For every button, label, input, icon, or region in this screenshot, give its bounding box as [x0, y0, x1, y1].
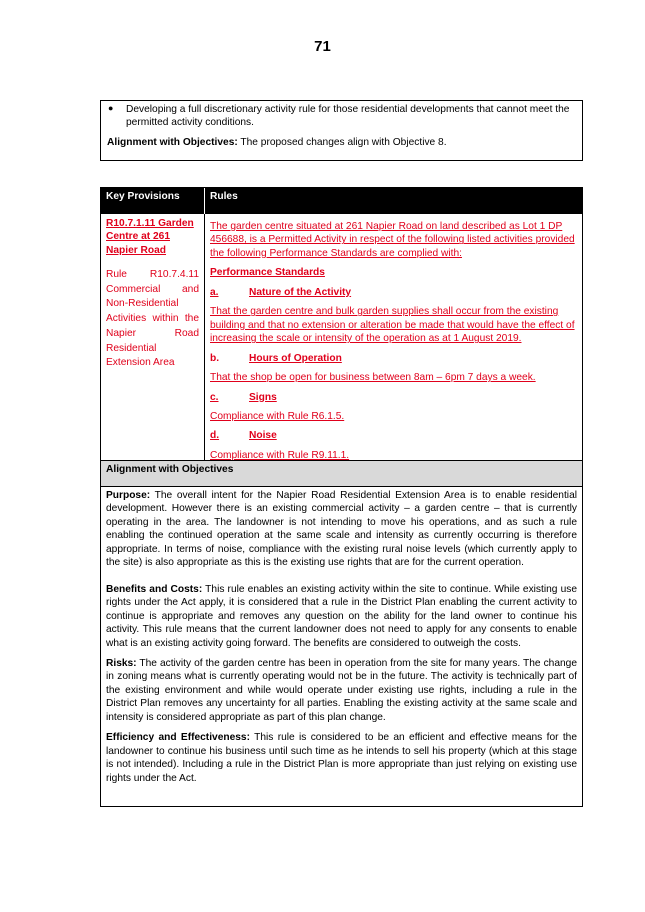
table-header-row [101, 188, 582, 214]
standard-c-text: Compliance with Rule R6.1.5. [210, 410, 345, 422]
risks-paragraph [106, 657, 577, 724]
performance-standards-heading: Performance Standards [210, 267, 325, 279]
standard-a-heading [210, 286, 577, 299]
summary-box [100, 100, 583, 161]
risks-label: Risks: [106, 657, 137, 669]
purpose-paragraph [106, 489, 577, 570]
provisions-table [100, 187, 583, 807]
risks-text: The activity of the garden centre has been in operation from the site for many years. The change in zoning means what is currently operating would not be in the future. The activity is technically part of the existing environment and while would operate under existing use rights, including a rule in the District Plan removes any uncertainty for all parties. Enabling the existing activity at the same scale and intensity is considered appropriate as part of this plan change. [106, 657, 577, 723]
standard-b-heading [210, 352, 577, 365]
alignment-body [101, 487, 582, 785]
benefits-label: Benefits and Costs: [106, 583, 203, 595]
benefits-paragraph [106, 583, 577, 650]
standard-d-heading [210, 429, 577, 442]
standard-b-letter: b. [210, 352, 220, 364]
standard-c-heading [210, 391, 577, 404]
table-row [101, 214, 582, 461]
rule-intro: The garden centre situated at 261 Napier Road on land described as Lot 1 DP 456688, is a Permitted Activity in respect of the following listed activities provided the following Performance Standards are complied with: [210, 221, 575, 259]
summary-alignment-text: The proposed changes align with Objective 8. [237, 136, 447, 148]
standard-a-text: That the garden centre and bulk garden supplies shall occur from the existing building and that no extension or alteration be made that would have the effect of increasing the scale or intensity of the operation as at 1 August 2019. [210, 306, 575, 345]
standard-a-title: Nature of the Activity [249, 286, 352, 298]
efficiency-label: Efficiency and Effectiveness: [106, 732, 250, 744]
standard-b-title: Hours of Operation [249, 352, 342, 364]
purpose-text: The overall intent for the Napier Road Residential Extension Area is to enable residential development. However there is an existing commercial activity – a garden centre – that is currently operating in the area. The landowner is not intending to move his operations, and as such a rule enabling the continued operation at the same scale and intensity as currently occurring is therefore appropriate. In terms of noise, compliance with the existing rural noise levels (which currently apply to the site) is also appropriate as this is the existing use rights that are for the current operation. [106, 490, 577, 569]
rules-cell [205, 214, 582, 460]
standard-d-letter: d. [210, 430, 220, 442]
summary-alignment-label: Alignment with Objectives: [107, 136, 238, 148]
page-number: 71 [314, 38, 331, 55]
header-key-provisions: Key Provisions [101, 188, 205, 214]
bullet-item [107, 103, 576, 130]
standard-a-letter: a. [210, 286, 219, 298]
header-rules: Rules [210, 191, 238, 202]
purpose-label: Purpose: [106, 490, 151, 501]
key-provision-cell [101, 214, 205, 460]
bullet-text: Developing a full discretionary activity rule for those residential developments that cannot meet the permitted activity conditions. [126, 104, 570, 129]
standard-b-text: That the shop be open for business between 8am – 6pm 7 days a week. [210, 372, 536, 384]
standard-d-text: Compliance with Rule R9.11.1. [210, 449, 350, 461]
key-provision-title: R10.7.1.11 Garden Centre at 261 Napier Road [106, 218, 194, 256]
efficiency-paragraph [106, 731, 577, 785]
standard-d-title: Noise [249, 430, 277, 442]
standard-c-letter: c. [210, 391, 219, 403]
benefits-text: This rule enables an existing activity within the site to continue. While existing use rights under the Act apply, it is considered that a rule in the District Plan enabling the current activity to continue is appropriate and removes any question on the ability for the land owner to continue his activity. This rule means that the current landowner does not need to apply for any consents to enable what is an existing activity going forward. The benefits are considered to outweigh the costs. [106, 583, 577, 649]
bullet-icon: ● [108, 103, 114, 113]
alignment-heading: Alignment with Objectives [101, 461, 582, 487]
key-provision-rule: Rule R10.7.4.11 Commercial and Non-Residential Activities within the Napier Road Residential Extension Area [106, 268, 199, 369]
standard-c-title: Signs [249, 391, 277, 403]
efficiency-text: This rule is considered to be an efficient and effective means for the landowner to continue his business until such time as he intends to sell his property (which at this stage is not intended). Including a rule in the District Plan is more appropriate than just relying on existing use rights under the Act. [106, 732, 577, 784]
summary-alignment [107, 136, 576, 149]
